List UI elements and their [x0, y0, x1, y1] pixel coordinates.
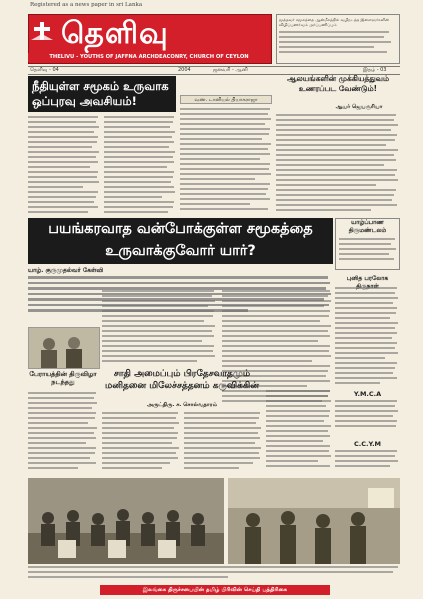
ymca-text: [335, 400, 400, 430]
group-photo: [28, 478, 224, 564]
lead-byline: வண. டானியல் தியாகராஜா: [180, 95, 272, 104]
sub-story-text: [28, 392, 98, 472]
right-story-author: ஆயர் ஜெயசூரியா: [335, 104, 383, 110]
issue-edition: இதழ் - 03: [363, 67, 387, 73]
ccym-text: [335, 450, 400, 470]
lead-column-1: [28, 116, 100, 216]
second-story-column-2: [184, 412, 262, 472]
lead-headline: நீதியுள்ள சமூகம் உருவாக ஒப்புரவு அவசியம்!: [28, 76, 176, 112]
event-photo: [228, 478, 400, 564]
ccym-heading: C.C.Y.M: [353, 440, 382, 448]
sidebar-lines: [339, 238, 396, 260]
third-column: [266, 390, 332, 470]
registration-note: Registered as a news paper in sri Lanka: [30, 2, 143, 8]
sidebar-text: [335, 287, 400, 387]
lead-column-3: [180, 108, 272, 213]
issue-number: தெளிவு - 04: [30, 67, 59, 73]
second-story-column-1: [102, 412, 180, 472]
church-cross-icon: [29, 20, 55, 42]
sidebar-subtitle: புனித பரலோக: [346, 275, 389, 282]
footer-caption: [28, 566, 400, 581]
main-story-question: யாழ். குருமுதல்வர் கேள்வி: [28, 267, 104, 274]
ymca-heading: Y.M.C.A: [353, 390, 382, 398]
issue-year: 2004: [178, 67, 191, 73]
sub-story-headline: பேராயத்தின் திருவிழா நடந்தது: [29, 370, 97, 386]
mission-box: [276, 14, 400, 64]
right-story-headline: ஆலயங்களின் முக்கியத்துவம் உணரப்பட வேண்டும்!: [287, 74, 389, 93]
sidebar-notice: [335, 218, 400, 270]
mission-text-lines: [279, 31, 397, 53]
lead-column-2: [104, 116, 176, 216]
issue-months: ஜனவரி - ஆனி: [213, 67, 248, 73]
mission-text: மூத்தவர் சமூகத்தை ஆன்மீகத்தில் வழிநடத்த இளைஞர்களின் விழிப்புணர்வும் அர்ப்பணிப்பும்: [279, 17, 390, 27]
second-story-author: அருட்திரு. ச. சொல்வதாரம்: [147, 402, 217, 408]
sidebar-title: யாழ்ப்பாண திருமண்டலம்: [348, 219, 387, 234]
second-headline: சாதி அமைப்பும் பிரதேசவாதமும் மனிதனை மிலேச்சத்தனம் கருவிக்கின்: [105, 369, 259, 391]
right-story-text: [276, 114, 400, 214]
article-photo-small: [28, 327, 100, 369]
main-story-column-1: [102, 290, 217, 365]
main-story-headline: பயங்கரவாத வன்போக்குள்ள சமூகத்தை உருவாக்குவோர் யார்?: [28, 218, 333, 264]
masthead-title: தெளிவு: [61, 16, 169, 51]
footer-banner: இலங்கை திருச்சபையின் தமிழ் பிரிவின் செய்தி பத்திரிகை: [100, 585, 330, 595]
masthead-subtitle: THELIVU - YOUTHS OF JAFFNA ARCHDEACONRY, CHURCH OF CEYLON: [28, 53, 270, 62]
